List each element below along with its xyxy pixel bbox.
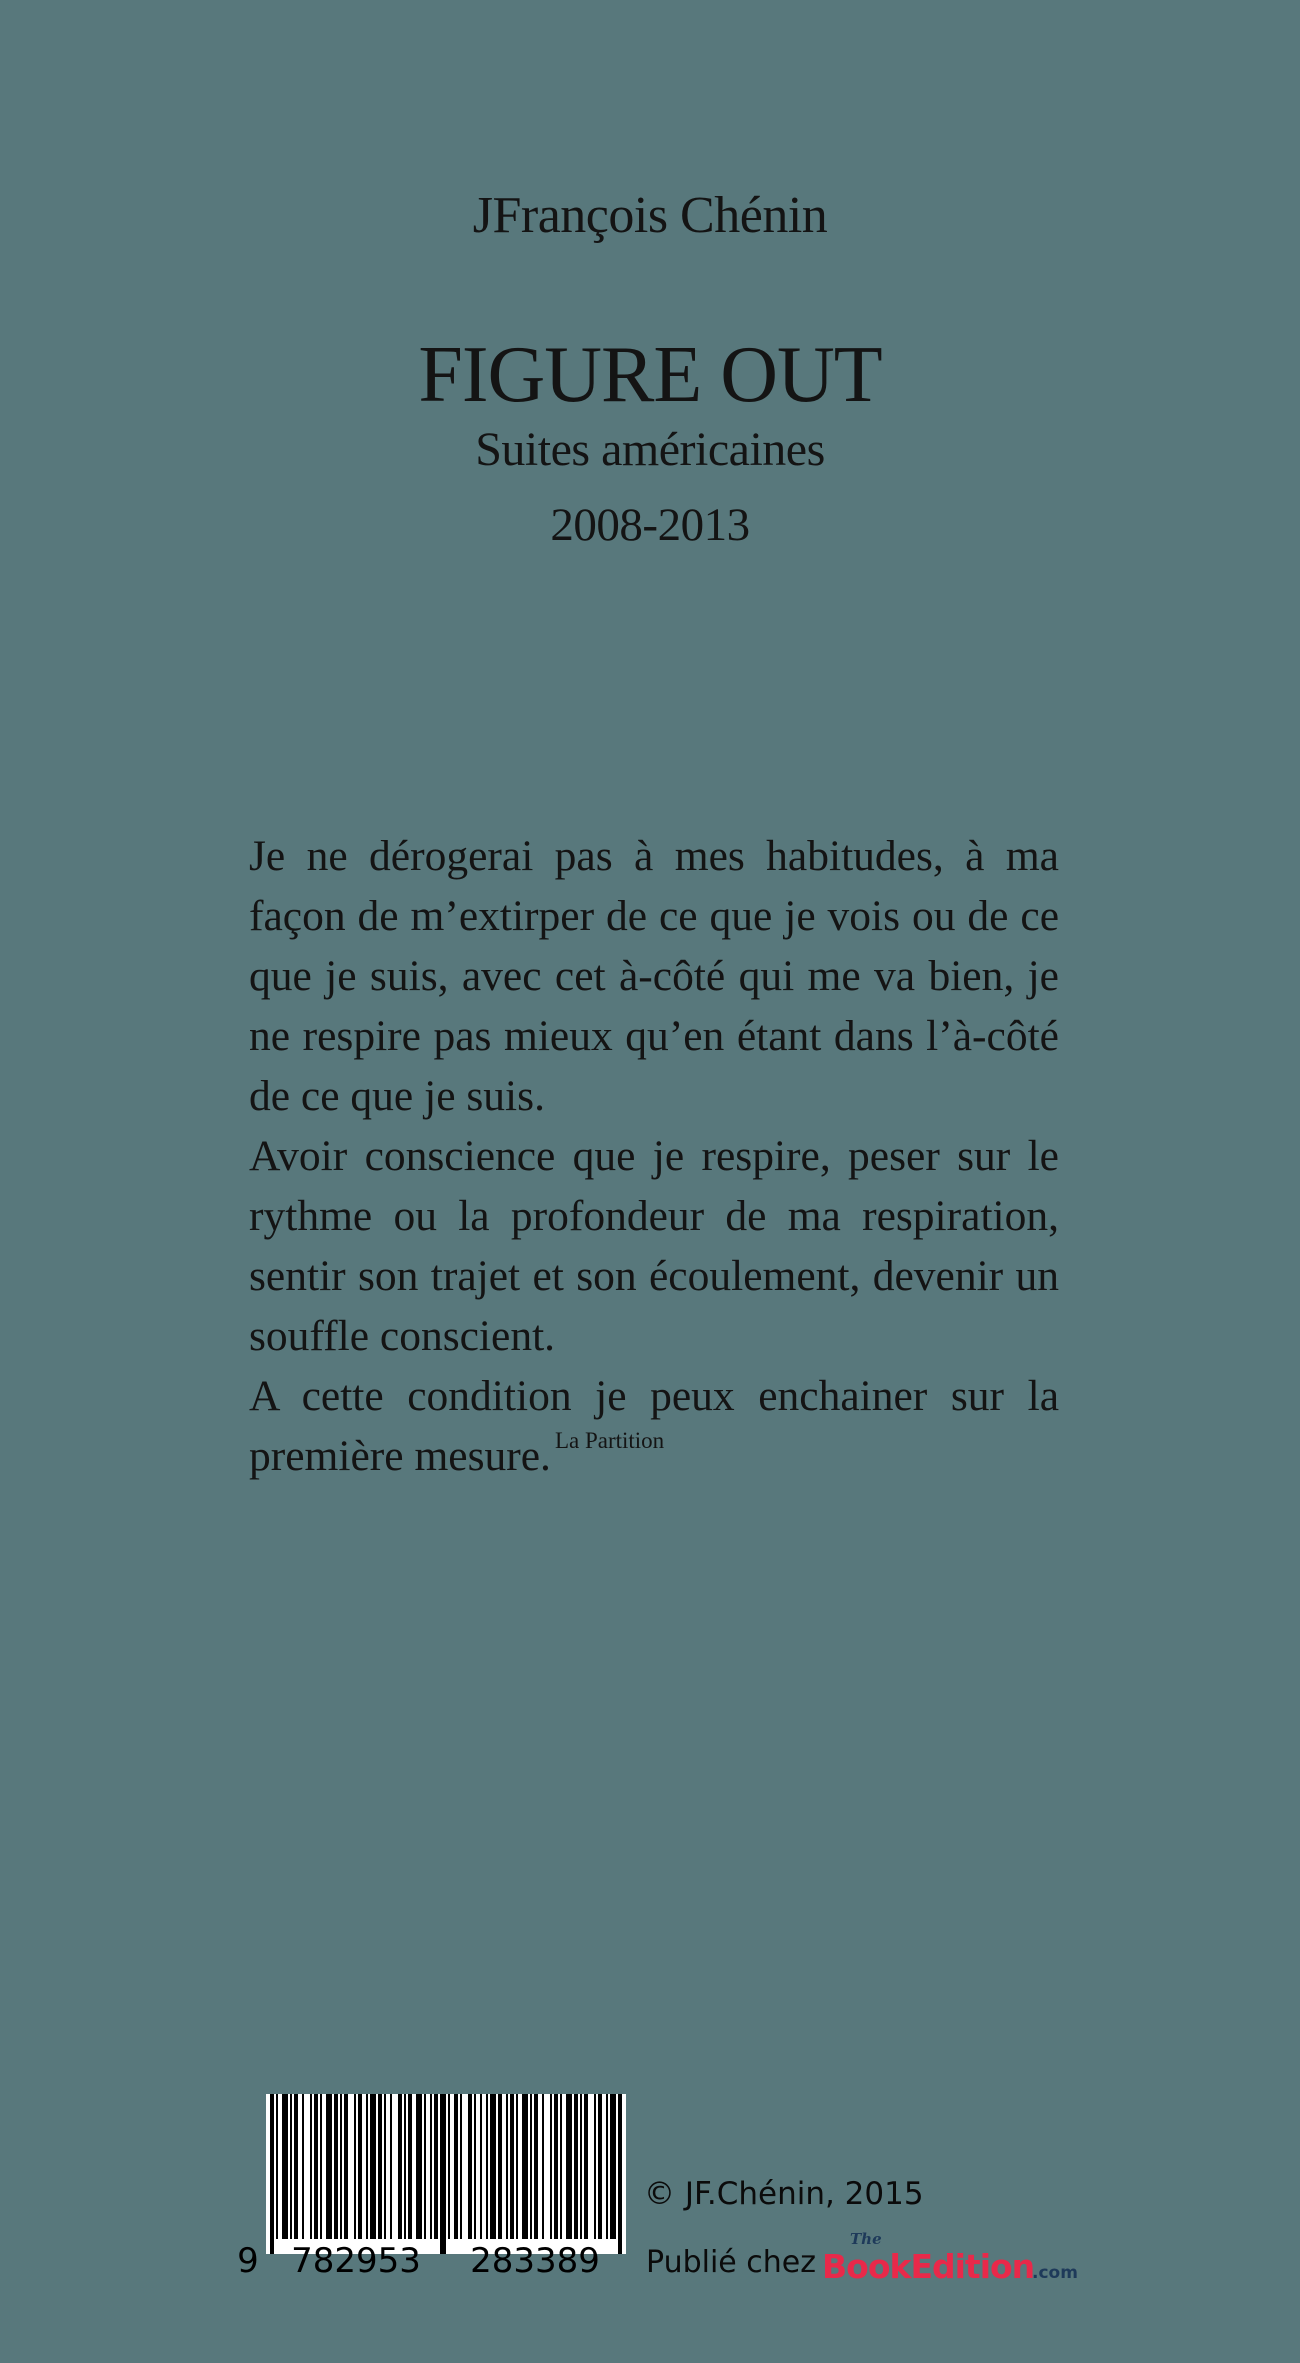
blurb-paragraph <box>249 1366 1059 1493</box>
isbn-digit-group: 283389 <box>470 2241 600 2281</box>
logo-name: BookEdition <box>822 2247 1035 2286</box>
barcode-bar <box>498 2094 502 2239</box>
barcode-bar <box>594 2094 596 2239</box>
barcode-bar <box>354 2094 356 2239</box>
barcode-bar <box>404 2094 406 2239</box>
barcode-bar <box>530 2094 532 2239</box>
barcode-bar <box>290 2094 292 2239</box>
barcode-bar <box>326 2094 332 2239</box>
barcode-bar <box>468 2094 472 2239</box>
barcode-bar <box>440 2094 446 2254</box>
barcode-bar <box>358 2094 362 2239</box>
book-subtitle: Suites américaines <box>475 423 825 476</box>
barcode-bar <box>510 2094 514 2239</box>
barcode-bar <box>460 2094 462 2239</box>
barcode-bar <box>486 2094 488 2239</box>
blurb-paragraph: Je ne dérogerai pas à mes habitudes, à ma façon de m’extirper de ce que je vois ou de ce que je suis, avec cet à-côté qui me va bien, je ne respire pas mieux qu’en étant dans l’à-côté de ce que je suis. <box>249 832 1059 1120</box>
barcode-bar <box>618 2094 622 2254</box>
barcode-bar <box>310 2094 312 2239</box>
barcode-bar <box>424 2094 426 2239</box>
back-cover-blurb <box>249 826 1059 1493</box>
citation-source: La Partition <box>554 1428 665 1453</box>
published-by-label: Publié chez <box>646 2245 816 2280</box>
barcode-bar <box>574 2094 578 2239</box>
copyright-notice: © JF.Chénin, 2015 <box>644 2176 924 2212</box>
barcode-bar <box>454 2094 458 2239</box>
isbn-barcode <box>232 2094 632 2254</box>
barcode-bar <box>474 2094 476 2239</box>
barcode-bar <box>534 2094 538 2239</box>
barcode-bar <box>398 2094 402 2239</box>
barcode-bar <box>550 2094 552 2239</box>
barcode-bar <box>480 2094 482 2239</box>
logo-prefix: The <box>850 2230 882 2248</box>
blurb-paragraph: Avoir conscience que je respire, peser sur le rythme ou la profondeur de ma respiration, sentir son trajet et son écoulement, devenir un souffle conscient. <box>249 1132 1059 1360</box>
barcode-bar <box>430 2094 432 2239</box>
book-title: FIGURE OUT <box>418 331 882 419</box>
barcode-bar <box>506 2094 508 2239</box>
barcode-bar <box>270 2094 274 2254</box>
barcode-bar <box>542 2094 544 2239</box>
barcode-bar <box>448 2094 450 2239</box>
barcode-bar <box>408 2094 412 2239</box>
barcode-bar <box>416 2094 422 2239</box>
barcode-bar <box>384 2094 386 2239</box>
barcode-bar <box>366 2094 368 2239</box>
barcode-bar <box>282 2094 288 2239</box>
barcode-bar <box>370 2094 376 2239</box>
barcode-bar <box>490 2094 496 2239</box>
barcode-bar <box>320 2094 322 2239</box>
barcode-bar <box>340 2094 342 2239</box>
barcode-bar <box>378 2094 382 2239</box>
isbn-digits <box>232 2240 632 2290</box>
barcode-bar <box>522 2094 528 2239</box>
barcode-bar <box>560 2094 562 2239</box>
barcode-bar <box>598 2094 602 2239</box>
barcode-bar <box>276 2094 278 2239</box>
barcode-bar <box>314 2094 318 2239</box>
barcode-bar <box>334 2094 338 2239</box>
barcode-bar <box>566 2094 572 2239</box>
barcode-bar <box>554 2094 558 2239</box>
barcode-bar <box>584 2094 588 2239</box>
author-name: JFrançois Chénin <box>472 187 828 244</box>
bookedition-logo <box>820 2226 1080 2294</box>
barcode-bar <box>344 2094 348 2239</box>
barcode-bar <box>294 2094 298 2239</box>
barcode-bar <box>606 2094 608 2239</box>
barcode-bar <box>390 2094 392 2239</box>
isbn-digit-group: 782953 <box>291 2241 421 2281</box>
barcode-bar <box>434 2094 438 2239</box>
logo-suffix: .com <box>1032 2263 1078 2283</box>
barcode-bar <box>580 2094 582 2239</box>
isbn-digit-group: 9 <box>237 2241 259 2281</box>
barcode-bar <box>516 2094 518 2239</box>
barcode-bar <box>610 2094 616 2239</box>
book-years: 2008-2013 <box>550 499 750 551</box>
blurb-paragraph-text: A cette condition je peux enchainer sur la première mesure. <box>249 1372 1059 1480</box>
barcode-bar <box>302 2094 304 2239</box>
